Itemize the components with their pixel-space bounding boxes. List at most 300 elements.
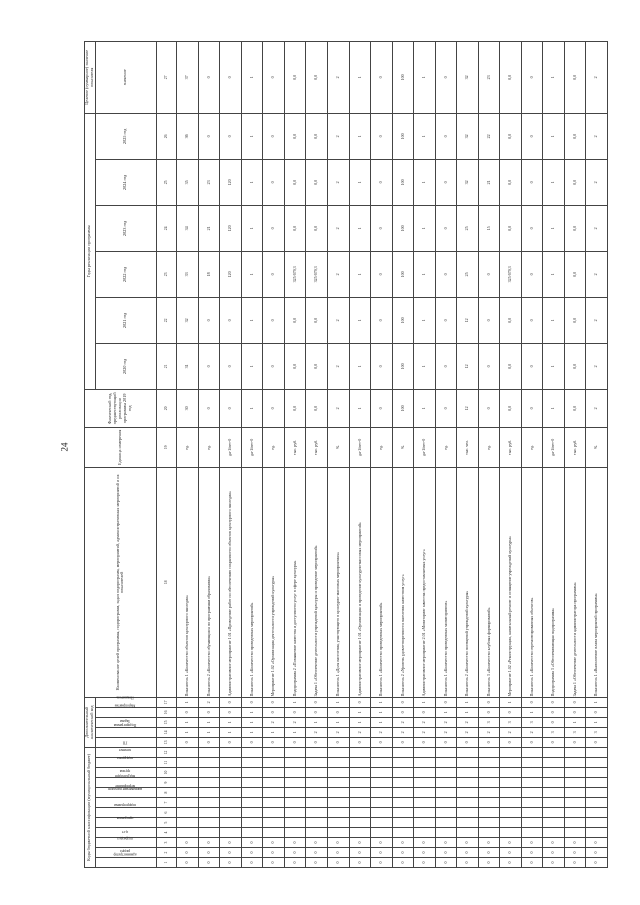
unit-cell: да-1/нет-0 <box>543 427 565 467</box>
unit-cell: ед. <box>521 427 543 467</box>
code-cell <box>177 758 199 768</box>
code-cell <box>392 808 414 818</box>
code-cell <box>220 747 242 757</box>
code-cell <box>392 788 414 798</box>
table-row <box>263 41 285 867</box>
code-cell <box>371 758 393 768</box>
table-row <box>478 41 500 867</box>
year-value-cell: 100 <box>392 251 414 297</box>
code-cell <box>198 778 220 788</box>
year-column-header: 2021 год <box>95 297 156 343</box>
code-cell <box>263 768 285 778</box>
code-cell: 1 <box>177 717 199 727</box>
code-cell <box>478 768 500 778</box>
code-cell <box>177 818 199 828</box>
code-cell: 0 <box>564 697 586 707</box>
year-value-cell: 1 <box>349 251 371 297</box>
code-cell <box>177 798 199 808</box>
column-number-row <box>156 41 177 867</box>
year-value-cell: 21 <box>198 205 220 251</box>
code-cell <box>284 798 306 808</box>
code-cell: 0 <box>284 858 306 868</box>
code-cell: 1 <box>284 697 306 707</box>
code-cell: 0 <box>500 858 522 868</box>
year-value-cell: 0 <box>371 297 393 343</box>
code-cell: 0 <box>414 838 436 848</box>
year-value-cell: 1 <box>349 113 371 159</box>
code-cell <box>328 798 350 808</box>
code-cell: 2 <box>349 727 371 737</box>
year-value-cell: 0,0 <box>306 159 328 205</box>
code-cell: 1 <box>284 727 306 737</box>
actual-value-cell: 1 <box>414 389 436 427</box>
code-cell <box>564 758 586 768</box>
code-cell <box>284 778 306 788</box>
code-cell <box>392 747 414 757</box>
code-cell: 0 <box>521 838 543 848</box>
table-row <box>564 41 586 867</box>
code-cell <box>328 747 350 757</box>
code-cell <box>328 758 350 768</box>
table-rotation-frame <box>84 49 608 868</box>
code-cell: 0 <box>435 838 457 848</box>
year-value-cell: 0,0 <box>284 113 306 159</box>
column-number-cell: 10 <box>156 768 177 778</box>
code-cell: 3 <box>586 727 608 737</box>
code-cell <box>414 818 436 828</box>
code-cell <box>586 808 608 818</box>
code-cell: 0 <box>306 858 328 868</box>
code-cell <box>414 747 436 757</box>
code-cell <box>586 818 608 828</box>
unit-cell: да-1/нет-0 <box>241 427 263 467</box>
year-value-cell: 0 <box>371 159 393 205</box>
target-value-cell: 2 <box>328 41 350 113</box>
actual-value-cell: 2 <box>328 389 350 427</box>
code-cell: 0 <box>435 697 457 707</box>
code-cell: 3 <box>521 717 543 727</box>
code-label-header: подпрограмма <box>95 808 156 818</box>
unit-cell: ед. <box>177 427 199 467</box>
analytic-code-group-header: Дополнительный аналитический код <box>85 697 96 747</box>
unit-cell: ед. <box>198 427 220 467</box>
code-label-header: Показатель <box>95 697 156 707</box>
actual-value-cell: 12 <box>457 389 479 427</box>
year-value-cell: 1 <box>414 205 436 251</box>
code-cell: 0 <box>349 848 371 858</box>
year-value-cell: 0,0 <box>500 205 522 251</box>
description-cell: Показатель 1 «Количество проведенных мероприятий» <box>241 467 263 697</box>
table-row <box>349 41 371 867</box>
code-cell <box>392 778 414 788</box>
unit-cell: да-1/нет-0 <box>349 427 371 467</box>
code-cell: 0 <box>478 737 500 747</box>
code-cell <box>478 788 500 798</box>
code-cell: 0 <box>263 848 285 858</box>
code-cell: 0 <box>349 697 371 707</box>
code-cell <box>414 758 436 768</box>
code-cell <box>241 808 263 818</box>
code-cell: 0 <box>198 848 220 858</box>
code-cell <box>328 808 350 818</box>
code-cell <box>414 778 436 788</box>
code-cell: 0 <box>349 858 371 868</box>
code-cell <box>371 788 393 798</box>
code-cell: 0 <box>198 858 220 868</box>
description-cell: Подпрограмма 2 «Повышение качества и доступности услуг в сфере культуры» <box>284 467 306 697</box>
code-cell <box>220 798 242 808</box>
code-cell <box>284 808 306 818</box>
code-cell: 0 <box>306 838 328 848</box>
year-value-cell: 0,0 <box>564 251 586 297</box>
code-cell <box>371 768 393 778</box>
column-number-cell: 12 <box>156 747 177 757</box>
year-value-cell: 25 <box>457 205 479 251</box>
code-cell <box>349 768 371 778</box>
year-value-cell: 0,0 <box>564 205 586 251</box>
target-value-cell: 32 <box>457 41 479 113</box>
code-cell <box>220 788 242 798</box>
column-number-cell: 8 <box>156 788 177 798</box>
code-cell <box>220 778 242 788</box>
code-cell <box>284 788 306 798</box>
column-number-cell: 4 <box>156 828 177 838</box>
code-cell: 1 <box>263 727 285 737</box>
column-number-cell: 1 <box>156 858 177 868</box>
code-cell <box>371 778 393 788</box>
code-cell: 2 <box>414 727 436 737</box>
column-number-cell: 17 <box>156 697 177 707</box>
code-cell <box>306 808 328 818</box>
actual-value-cell: 0 <box>371 389 393 427</box>
target-value-cell: 0 <box>521 41 543 113</box>
code-cell: 0 <box>543 858 565 868</box>
code-label-header: ц.ст <box>95 828 156 838</box>
year-value-cell: 325 679,3 <box>284 251 306 297</box>
year-value-cell: 100 <box>392 297 414 343</box>
year-value-cell: 23 <box>198 159 220 205</box>
code-cell: 0 <box>478 838 500 848</box>
target-value-cell: 0 <box>435 41 457 113</box>
code-cell <box>241 778 263 788</box>
year-value-cell: 0,0 <box>564 113 586 159</box>
code-cell <box>220 828 242 838</box>
year-value-cell: 0 <box>263 159 285 205</box>
column-number-cell: 23 <box>156 251 177 297</box>
code-cell: 0 <box>392 697 414 707</box>
year-value-cell: 35 <box>177 159 199 205</box>
target-value-cell: 2 <box>586 41 608 113</box>
target-value-cell: 0,0 <box>284 41 306 113</box>
code-cell <box>306 778 328 788</box>
code-cell: 2 <box>284 717 306 727</box>
year-value-cell: 1 <box>543 251 565 297</box>
code-cell <box>220 808 242 818</box>
code-cell <box>392 818 414 828</box>
code-cell: 0 <box>263 858 285 868</box>
code-cell <box>263 788 285 798</box>
code-cell: 0 <box>478 707 500 717</box>
year-value-cell: 0 <box>478 343 500 389</box>
year-value-cell: 12 <box>457 297 479 343</box>
code-cell <box>241 798 263 808</box>
code-cell: 2 <box>392 727 414 737</box>
code-cell <box>586 798 608 808</box>
code-cell <box>500 808 522 818</box>
unit-cell: % <box>586 427 608 467</box>
year-value-cell: 0 <box>521 205 543 251</box>
code-cell <box>435 768 457 778</box>
year-value-cell: 0 <box>435 297 457 343</box>
code-cell <box>500 828 522 838</box>
code-cell: 1 <box>241 707 263 717</box>
code-cell <box>328 818 350 828</box>
unit-cell: да-1/нет-0 <box>414 427 436 467</box>
name-column-header: Наименование целей программы, подпрограмм, задач подпрограмм, мероприятий, административных мероприятий и их показателей <box>85 467 157 697</box>
code-cell: 0 <box>263 697 285 707</box>
code-cell <box>521 778 543 788</box>
code-cell <box>177 768 199 778</box>
year-value-cell: 1 <box>241 113 263 159</box>
year-value-cell: 0,0 <box>500 159 522 205</box>
code-cell <box>241 828 263 838</box>
code-cell <box>564 818 586 828</box>
code-label-header: элемент <box>95 747 156 757</box>
code-cell: 0 <box>241 838 263 848</box>
table-row <box>177 41 199 867</box>
code-cell: 2 <box>371 727 393 737</box>
code-cell <box>371 747 393 757</box>
code-cell: 0 <box>220 697 242 707</box>
target-value-cell: 23 <box>478 41 500 113</box>
year-value-cell: 0 <box>435 205 457 251</box>
code-cell: 1 <box>414 697 436 707</box>
target-value-cell: 100 <box>392 41 414 113</box>
year-value-cell: 0,0 <box>284 159 306 205</box>
year-value-cell: 31 <box>177 343 199 389</box>
code-cell: 1 <box>457 707 479 717</box>
year-value-cell: 325 679,3 <box>306 251 328 297</box>
code-cell: 1 <box>306 717 328 727</box>
code-cell: 1 <box>328 697 350 707</box>
code-cell <box>306 798 328 808</box>
code-cell: 0 <box>500 737 522 747</box>
code-cell <box>457 798 479 808</box>
year-value-cell: 0 <box>478 251 500 297</box>
code-cell <box>521 758 543 768</box>
code-cell: 2 <box>478 727 500 737</box>
code-cell <box>457 828 479 838</box>
code-cell: 0 <box>263 707 285 717</box>
code-cell: 0 <box>177 848 199 858</box>
code-cell <box>543 778 565 788</box>
code-cell <box>500 758 522 768</box>
target-value-cell: 1 <box>349 41 371 113</box>
code-cell: 0 <box>414 737 436 747</box>
code-cell: 2 <box>328 727 350 737</box>
year-value-cell: 12 <box>457 343 479 389</box>
description-cell: Показатель 1 «Доля населения, участвующего в культурно-массовых мероприятиях» <box>328 467 350 697</box>
year-value-cell: 0 <box>198 113 220 159</box>
year-value-cell: 33 <box>177 251 199 297</box>
description-cell: Показатель 3 «Количество клубных формирований» <box>478 467 500 697</box>
year-value-cell: 1 <box>543 205 565 251</box>
actual-value-cell: 0,0 <box>500 389 522 427</box>
code-cell <box>198 808 220 818</box>
code-cell <box>306 818 328 828</box>
code-cell <box>478 778 500 788</box>
target-value-cell: 0 <box>371 41 393 113</box>
code-cell <box>284 747 306 757</box>
code-cell: 0 <box>284 707 306 717</box>
code-cell: 0 <box>198 737 220 747</box>
code-cell: 1 <box>349 717 371 727</box>
table-row <box>241 41 263 867</box>
column-number-cell: 13 <box>156 737 177 747</box>
code-cell <box>284 768 306 778</box>
year-value-cell: 0,0 <box>500 113 522 159</box>
code-cell: 1 <box>177 727 199 737</box>
actual-value-cell: 100 <box>392 389 414 427</box>
unit-cell: тыс. руб. <box>564 427 586 467</box>
code-cell: 0 <box>543 737 565 747</box>
year-value-cell: 325 679,3 <box>500 251 522 297</box>
code-cell: 0 <box>457 858 479 868</box>
code-cell <box>521 788 543 798</box>
description-cell: Задача 1 «Обеспечение деятельности администратора программы» <box>564 467 586 697</box>
code-cell: 2 <box>306 727 328 737</box>
year-value-cell: 0 <box>198 297 220 343</box>
code-cell: 0 <box>564 858 586 868</box>
code-cell: 0 <box>521 848 543 858</box>
code-cell <box>306 788 328 798</box>
year-value-cell: 32 <box>457 159 479 205</box>
year-value-cell: 1 <box>241 343 263 389</box>
table-row <box>371 41 393 867</box>
year-value-cell: 0 <box>521 251 543 297</box>
code-cell <box>414 808 436 818</box>
code-cell: 0 <box>328 848 350 858</box>
column-number-cell: 25 <box>156 159 177 205</box>
code-cell <box>328 778 350 788</box>
year-column-header: 2023 год <box>95 205 156 251</box>
code-cell: 2 <box>392 717 414 727</box>
code-cell: 2 <box>414 717 436 727</box>
code-cell: 2 <box>500 727 522 737</box>
code-label-header: ГП <box>95 737 156 747</box>
code-cell <box>263 828 285 838</box>
table-row <box>543 41 565 867</box>
table-row <box>284 41 306 867</box>
column-number-cell: 27 <box>156 41 177 113</box>
code-cell <box>500 788 522 798</box>
code-cell: 0 <box>500 838 522 848</box>
code-cell: 0 <box>349 737 371 747</box>
unit-cell: тыс. чел. <box>457 427 479 467</box>
year-value-cell: 0 <box>220 113 242 159</box>
column-number-cell: 26 <box>156 113 177 159</box>
year-value-cell: 1 <box>241 159 263 205</box>
unit-cell: ед. <box>263 427 285 467</box>
code-cell: 1 <box>177 697 199 707</box>
table-row <box>435 41 457 867</box>
year-value-cell: 1 <box>349 297 371 343</box>
year-value-cell: 0,0 <box>306 343 328 389</box>
code-cell <box>263 758 285 768</box>
code-cell: 1 <box>371 697 393 707</box>
code-cell: 3 <box>564 727 586 737</box>
year-value-cell: 0 <box>263 205 285 251</box>
code-cell <box>457 778 479 788</box>
code-cell: 1 <box>371 717 393 727</box>
code-cell: 1 <box>241 717 263 727</box>
code-cell: 0 <box>543 697 565 707</box>
code-cell: 0 <box>521 858 543 868</box>
code-cell: 0 <box>457 737 479 747</box>
year-value-cell: 0 <box>521 297 543 343</box>
year-value-cell: 32 <box>457 113 479 159</box>
year-value-cell: 100 <box>392 343 414 389</box>
year-value-cell: 1 <box>414 159 436 205</box>
code-cell: 0 <box>435 858 457 868</box>
code-cell: 0 <box>241 737 263 747</box>
code-cell: 0 <box>328 838 350 848</box>
code-cell: 0 <box>457 838 479 848</box>
year-value-cell: 0 <box>478 297 500 343</box>
year-value-cell: 0,0 <box>306 297 328 343</box>
year-value-cell: 1 <box>349 205 371 251</box>
actual-year-column-header: Фактический год, предшествующий реализации программы 2019 год <box>85 389 157 427</box>
year-value-cell: 2 <box>586 205 608 251</box>
target-value-cell: 1 <box>241 41 263 113</box>
code-cell: 0 <box>435 848 457 858</box>
code-cell: 0 <box>220 737 242 747</box>
code-cell <box>435 778 457 788</box>
code-cell: 0 <box>478 697 500 707</box>
year-value-cell: 0 <box>521 159 543 205</box>
year-column-header: 2025 год <box>95 113 156 159</box>
description-cell: Административное мероприятие 1.01 «Проведение работ по обеспечению сохранности объектов культурного наследия» <box>220 467 242 697</box>
code-cell: 0 <box>177 707 199 717</box>
code-cell <box>177 788 199 798</box>
code-cell <box>177 778 199 788</box>
actual-value-cell: 0 <box>263 389 285 427</box>
target-value-cell: 0,0 <box>564 41 586 113</box>
code-cell <box>435 747 457 757</box>
code-cell: 0 <box>543 838 565 848</box>
code-cell <box>457 808 479 818</box>
code-cell <box>177 828 199 838</box>
code-cell: 0 <box>220 838 242 848</box>
code-cell <box>521 747 543 757</box>
code-cell: 0 <box>198 838 220 848</box>
year-value-cell: 0 <box>435 159 457 205</box>
code-cell: 0 <box>306 697 328 707</box>
code-cell <box>543 798 565 808</box>
year-value-cell: 1 <box>543 343 565 389</box>
code-cell: 0 <box>371 737 393 747</box>
year-value-cell: 120 <box>220 159 242 205</box>
code-cell <box>500 798 522 808</box>
code-cell <box>564 828 586 838</box>
code-cell: 0 <box>306 707 328 717</box>
table-row <box>414 41 436 867</box>
unit-cell: % <box>392 427 414 467</box>
code-cell: 0 <box>284 838 306 848</box>
year-value-cell: 0 <box>435 343 457 389</box>
code-cell <box>435 828 457 838</box>
code-cell: 0 <box>306 848 328 858</box>
